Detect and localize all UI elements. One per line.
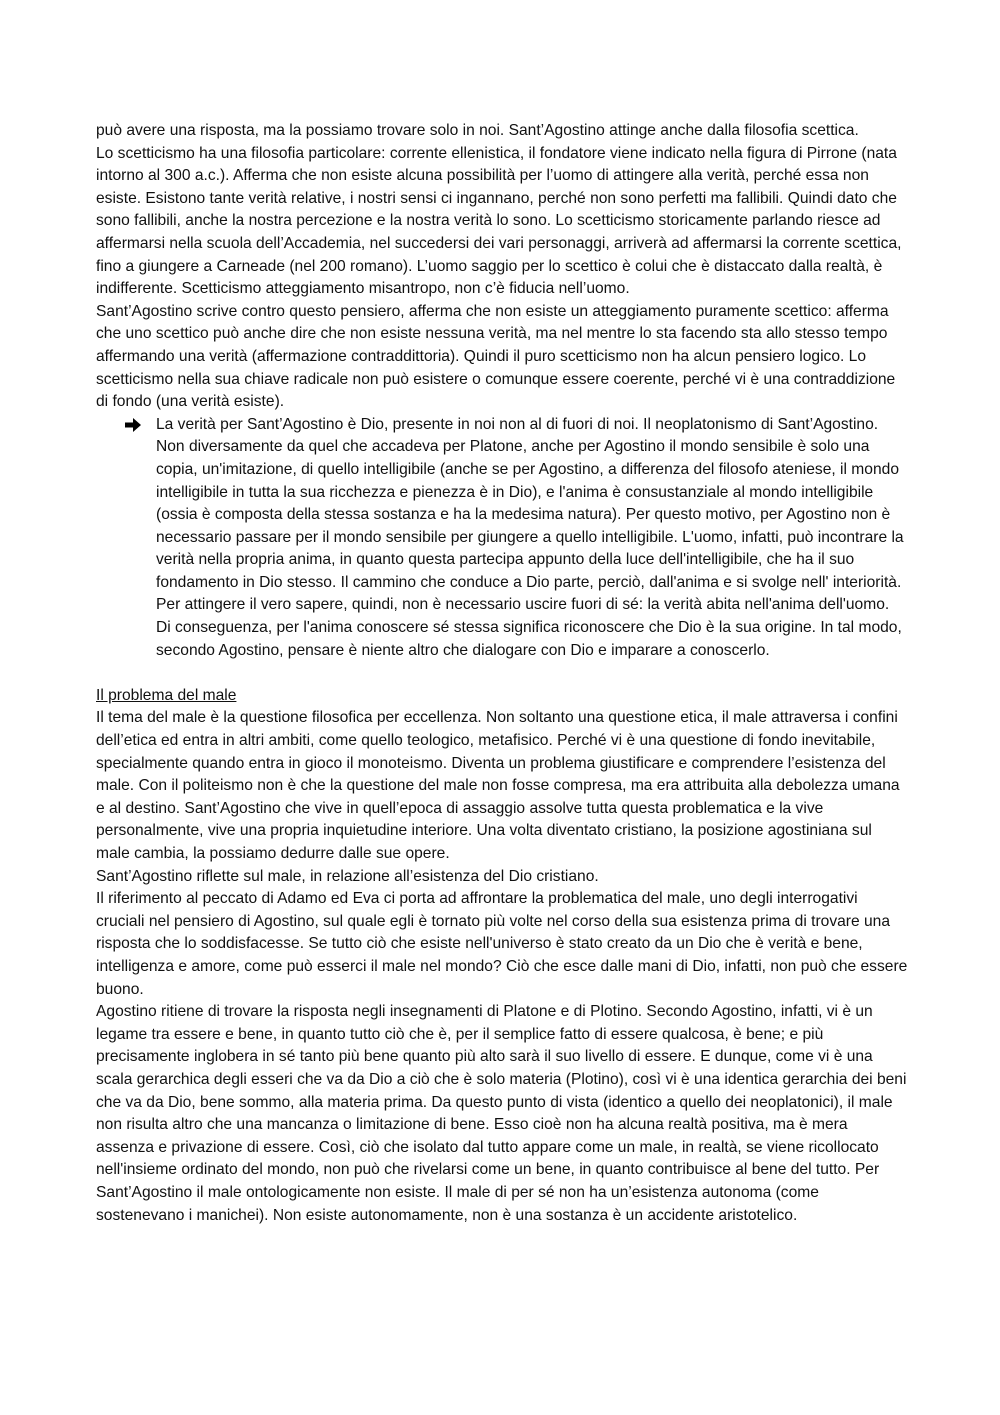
document-page — [96, 120, 908, 1227]
paragraph-evil-3: Il riferimento al peccato di Adamo ed Eva ci porta ad affrontare la problematica del male, uno degli interrogativi cruciali nel pensiero di Agostino, sul quale egli è tornato più volte nel corso della sua esistenza prima di trovare una risposta che lo soddisfacesse. Se tutto ciò che esiste nell'universo è stato creato da un Dio che è verità e bene, intelligenza e amore, come può esserci il male nel mondo? Ciò che esce dalle mani di Dio, infatti, non può che essere buono. — [96, 890, 908, 998]
bullet-item — [156, 414, 908, 663]
paragraph-gap — [96, 662, 908, 685]
paragraph-scepticism: Lo scetticismo ha una filosofia particolare: corrente ellenistica, il fondatore viene indicato nella figura di Pirrone (nata intorno al 300 a.c.). Afferma che non esiste alcuna possibilità per l’uomo di attingere alla verità, perché essa non esiste. Esistono tante verità relative, i nostri sensi ci ingannano, perché non sono perfetti ma fallibili. Quindi dato che sono fallibili, anche la nostra percezione e la nostra verità lo sono. Lo scetticismo storicamente parlando riesce ad affermarsi nella scuola dell’Accademia, nel succedersi dei vari personaggi, arriverà ad affermarsi la corrente scettica, fino a giungere a Carneade (nel 200 romano). L’uomo saggio per lo scettico è colui che è distaccato dalla realtà, è indifferente. Scetticismo atteggiamento misantropo, non c’è fiducia nell’uomo. — [96, 144, 902, 298]
section-heading: Il problema del male — [96, 686, 237, 704]
paragraph-augustine-against-scepticism: Sant’Agostino scrive contro questo pensiero, afferma che non esiste un atteggiamento puramente scettico: afferma che uno scettico può anche dire che non esiste nessuna verità, ma nel mentre lo sta facendo sta allo stesso tempo affermando una verità (affermazione contraddittoria). Quindi il puro scetticismo non ha alcun pensiero logico. Lo scetticismo nella sua chiave radicale non può esistere o comunque essere coerente, perché vi è una contraddizione di fondo (una verità esiste). — [96, 302, 896, 411]
right-arrow-icon — [124, 417, 142, 433]
paragraph-evil-1: Il tema del male è la questione filosofica per eccellenza. Non soltanto una questione etica, il male attraversa i confini dell’etica ed entra in altri ambiti, come quello teologico, metafisico. Perché vi è una questione di fondo inevitabile, specialmente quando entra in gioco il monoteismo. Diventa un problema giustificare e comprendere l’esistenza del male. Con il politeismo non è che la questione del male non fosse compresa, ma era attribuita alla debolezza umana e al destino. Sant’Agostino che vive in quell’epoca di assaggio assolve tutta questa problematica e la vive personalmente, vive una propria inquietudine interiore. Una volta diventato cristiano, la posizione agostiniana sul male cambia, la possiamo dedurre dalle sue opere. — [96, 709, 900, 862]
paragraph-evil-2: Sant’Agostino riflette sul male, in relazione all’esistenza del Dio cristiano. — [96, 867, 599, 885]
bullet-text: La verità per Sant’Agostino è Dio, presente in noi non al di fuori di noi. Il neoplatonismo di Sant’Agostino. Non diversamente da quel che accadeva per Platone, anche per Agostino il mondo sensibile è solo una copia, un'imitazione, di quello intelligibile (anche se per Agostino, a differenza del filosofo ateniese, il mondo intelligibile in tutta la sua ricchezza e pienezza è in Dio), e l'anima è consustanziale al mondo intelligibile (ossia è composta della stessa sostanza e ha la medesima natura). Per questo motivo, per Agostino non è necessario passare per il mondo sensibile per giungere a quello intelligibile. L'uomo, infatti, può incontrare la verità nella propria anima, in quanto questa partecipa appunto della luce dell'intelligibile, che ha il suo fondamento in Dio stesso. Il cammino che conduce a Dio parte, perciò, dall'anima e si svolge nell' interiorità. Per attingere il vero sapere, quindi, non è necessario uscire fuori di sé: la verità abita nell'anima dell'uomo. Di conseguenza, per l'anima conoscere sé stessa significa riconoscere che Dio è la sua origine. In tal modo, secondo Agostino, pensare è niente altro che dialogare con Dio e imparare a conoscerlo. — [156, 415, 904, 659]
paragraph-evil-4: Agostino ritiene di trovare la risposta negli insegnamenti di Platone e di Plotino. Secondo Agostino, infatti, vi è un legame tra essere e bene, in quanto tutto ciò che è, per il semplice fatto di essere qualcosa, è bene; e più precisamente inglobera in sé tanto più bene quanto più alto sarà il suo livello di essere. E dunque, come vi è una scala gerarchica degli esseri che va da Dio a ciò che è solo materia (Plotino), così vi è una identica gerarchia dei beni che va da Dio, bene sommo, alla materia prima. Da questo punto di vista (identico a quello dei neoplatonici), il male non risulta altro che una mancanza o limitazione di bene. Esso cioè non ha alcuna realtà positiva, ma è mera assenza e privazione di essere. Così, ciò che isolato dal tutto appare come un male, in realtà, se viene ricollocato nell'insieme ordinato del mondo, non può che rivelarsi come un bene, in quanto contribuisce al bene del tutto. Per Sant’Agostino il male ontologicamente non esiste. Il male di per sé non ha un’esistenza autonoma (come sostenevano i manichei). Non esiste autonomamente, non è una sostanza è un accidente aristotelico. — [96, 1003, 907, 1224]
paragraph-intro-1: può avere una risposta, ma la possiamo trovare solo in noi. Sant’Agostino attinge anche dalla filosofia scettica. — [96, 122, 859, 139]
